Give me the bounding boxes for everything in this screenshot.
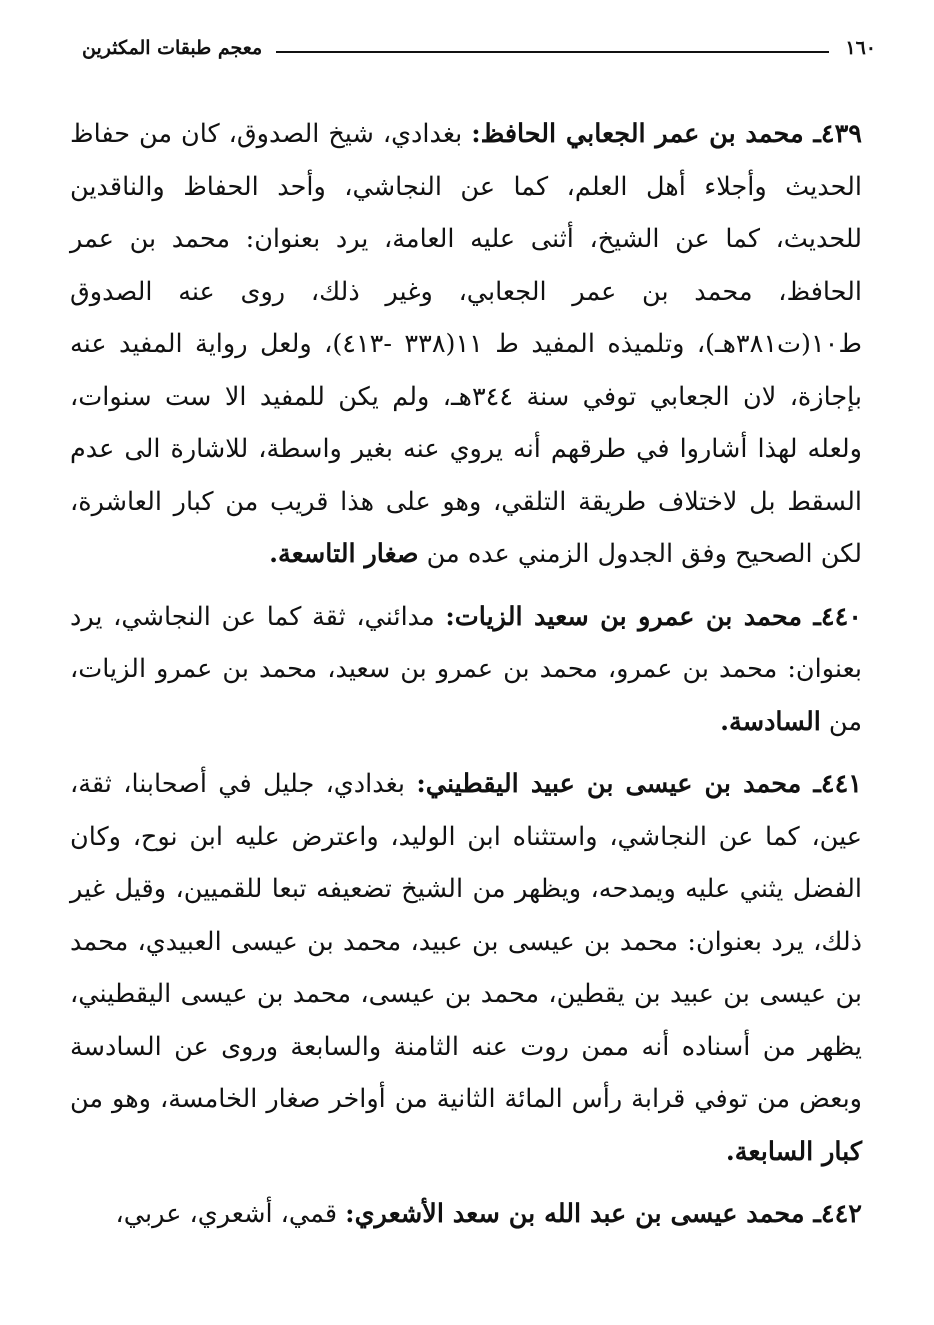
page-body [70,108,862,1251]
entry-tier: صغار التاسعة. [269,539,419,569]
entry-tier: كبار السابعة. [725,1136,862,1167]
entry-text: مدائني، ثقة كما عن النجاشي، يرد بعنوان: محمد بن عمرو، محمد بن عمرو بن سعيد، محمد بن عمرو الزيات، من [70,601,862,737]
entry-tier: السادسة. [720,706,821,737]
entry-heading: ٤٤٠ـ محمد بن عمرو بن سعيد الزيات: [445,601,862,632]
entry-text: قمي، أشعري، عربي، [115,1199,346,1229]
entry-text: بغدادي، جليل في أصحابنا، ثقة، عين، كما عن النجاشي، واستثناه ابن الوليد، واعترض عليه ابن نوح، وكان الفضل يثني عليه ويمدحه، ويظهر من الشيخ تضعيفه تبعا للقميين، وقيل غير ذلك، يرد بعنوان: محمد بن عيسى بن عبيد، محمد بن عيسى العبيدي، محمد بن عيسى بن عبيد بن يقطين، محمد بن عيسى، محمد بن عيسى اليقطيني، يظهر من أسناده أنه ممن روت عنه الثامنة والسابعة وروى عن السادسة وبعض من توفي قرابة رأس المائة الثانية من أواخر صغار الخامسة، وهو من [70,769,862,1114]
entry-text: بغدادي، شيخ الصدوق، كان من حفاظ الحديث وأجلاء أهل العلم، كما عن النجاشي، وأحد الحفاظ والناقدين للحديث، كما عن الشيخ، أثنى عليه العامة، يرد بعنوان: محمد بن عمر الحافظ، محمد بن عمر الجعابي، وغير ذلك، روى عنه الصدوق ط١٠(ت٣٨١هـ)، وتلميذه المفيد ط ١١(٣٣٨ -٤١٣)، ولعل رواية المفيد عنه بإجازة، لان الجعابي توفي سنة ٣٤٤هـ، ولم يكن للمفيد الا ست سنوات، ولعله لهذا أشاروا في طرقهم أنه يروي عنه بغير واسطة، للاشارة الى عدم السقط بل لاختلاف طريقة التلقي، وهو على هذا قريب من كبار العاشرة، لكن الصحيح وفق الجدول الزمني عده من [70,119,862,569]
running-head [82,30,876,66]
entry-442 [70,1188,862,1241]
entry-440 [70,591,862,749]
entry-439 [70,108,862,581]
page-number: ١٦٠ [845,37,876,59]
entry-heading: ٤٤٢ـ محمد عيسى بن عبد الله بن سعد الأشعري: [345,1199,862,1229]
book-title: معجم طبقات المكثرين [82,37,263,59]
entry-heading: ٤٤١ـ محمد بن عيسى بن عبيد اليقطيني: [416,769,862,799]
header-rule [276,51,829,53]
entry-441 [70,758,862,1178]
entry-heading: ٤٣٩ـ محمد بن عمر الجعابي الحافظ: [471,119,862,149]
